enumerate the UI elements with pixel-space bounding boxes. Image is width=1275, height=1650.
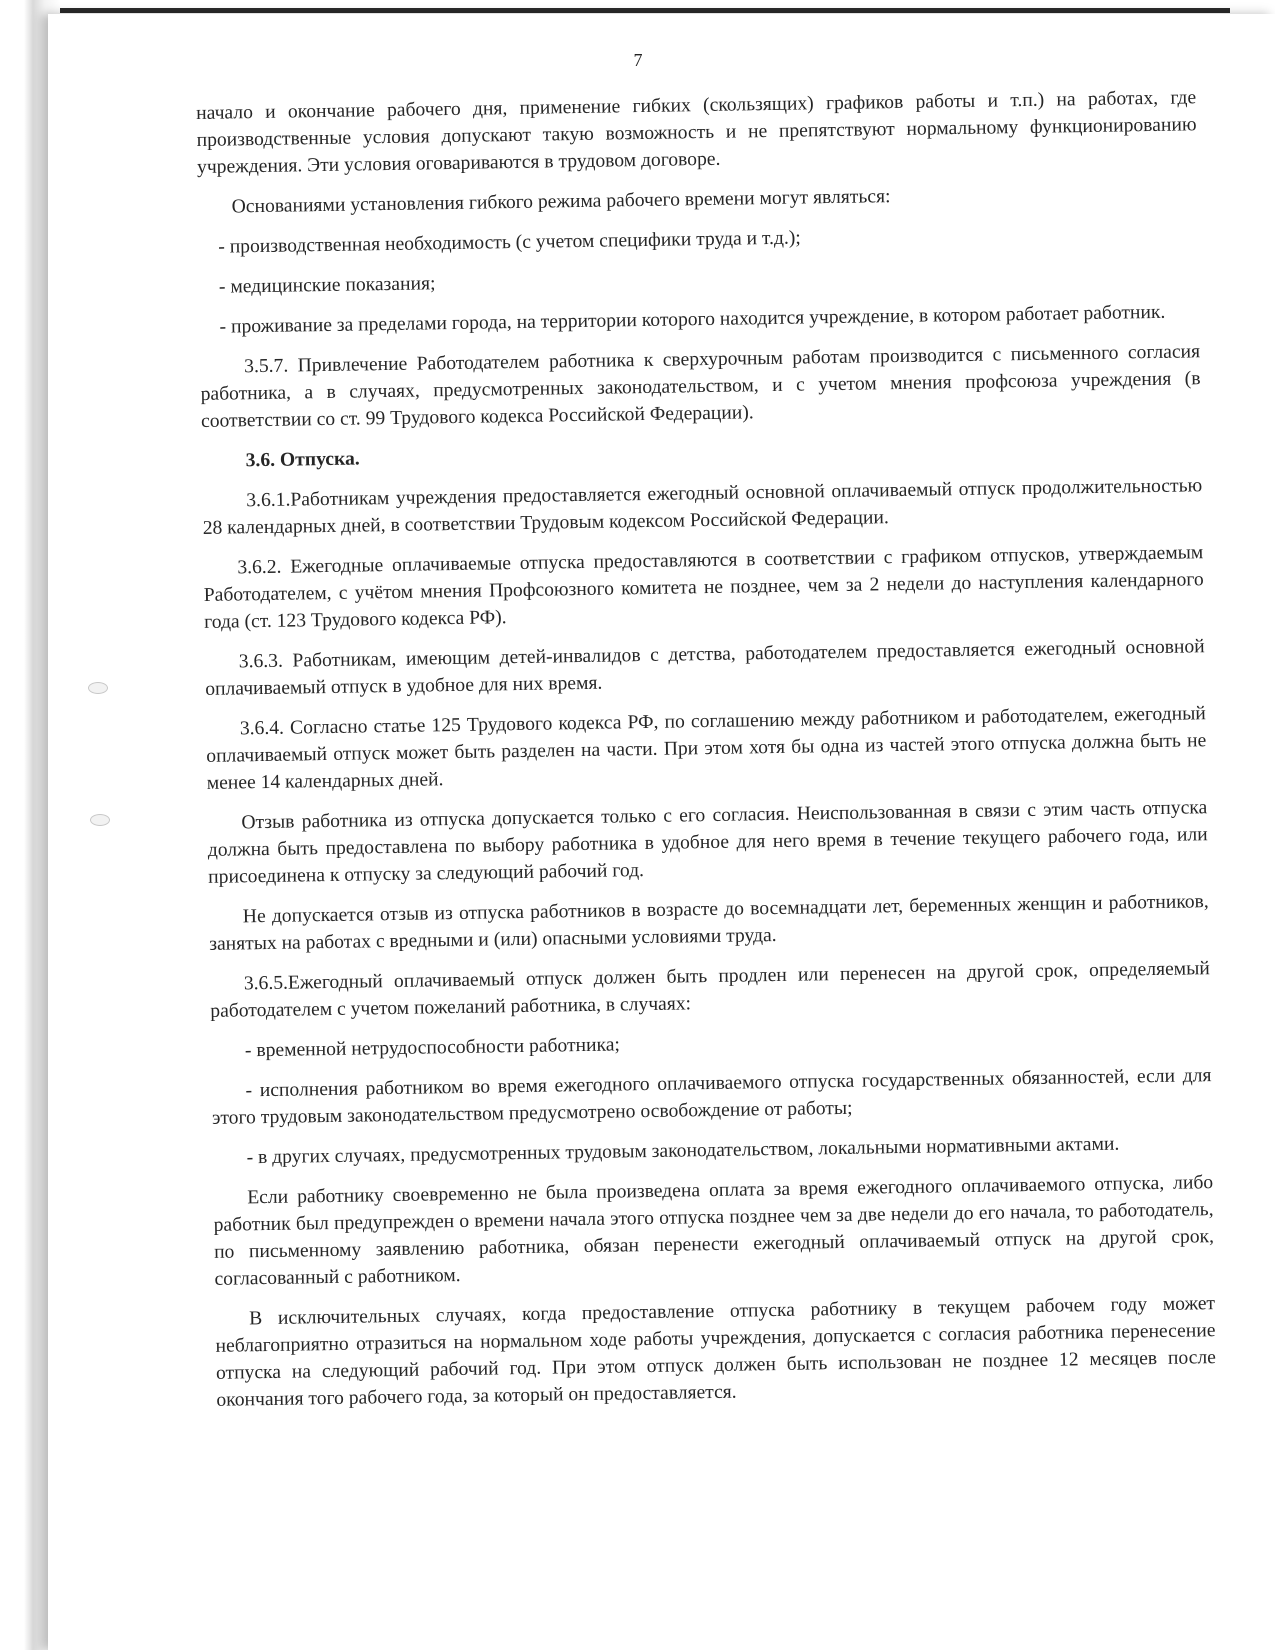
paragraph-recall-prohibited: Не допускается отзыв из отпуска работников в возрасте до восемнадцати лет, беременных женщин и работников, занятых на работах с вредными и (или) опасными условиями труда. [209,891,1209,955]
paragraph-exceptional-cases: В исключительных случаях, когда предоставление отпуска работнику в текущем рабочем году может неблагоприятно отразиться на нормальном ходе работы учреждения, допускается с согласия работника перенесение отпуска на следующий рабочий год. При этом отпуск должен быть использован не позднее 12 месяцев после окончания того рабочего года, за который он предоставляется. [215,1293,1217,1411]
clause-3-6-1: 3.6.1.Работникам учреждения предоставляется ежегодный основной оплачиваемый отпуск продолжительностью 28 календарных дней, в соответствии Трудовым кодексом Российской Федерации. [202,475,1203,539]
paragraph-flex-hours: начало и окончание рабочего дня, применение гибких (скользящих) графиков работы и т.п.) на работах, где производственные условия допускают такую возможность и не препятствуют нормальному функционированию учреждения. Эти условия оговариваются в трудовом договоре. [196,87,1197,178]
list-item-state-duties: - исполнения работником во время ежегодного оплачиваемого отпуска государственных обязанностей, если для этого трудовым законодательством предусмотрено освобождение от работы; [211,1065,1212,1129]
paragraph-grounds-intro: Основаниями установления гибкого режима рабочего времени могут являться: [231,186,891,218]
clause-3-5-7: 3.5.7. Привлечение Работодателем работника к сверхурочным работам производится с письменного согласия работника, а в случаях, предусмотренных законодательством, и с учетом мнения профсоюза учреждения (в соответствии со ст. 99 Трудового кодекса Российской Федерации). [200,341,1201,432]
paragraph-recall-consent: Отзыв работника из отпуска допускается только с его согласия. Неиспользованная в связи с этим часть отпуска должна быть предоставлена по выбору работника в удобное для него время в течение текущего рабочего года, или присоединена к отпуску за следующий рабочий год. [207,797,1208,888]
binding-hole-mark [90,814,110,826]
section-heading-vacations: 3.6. Отпуска. [245,448,360,472]
page-body-text [196,84,1217,1427]
list-item-other-cases: - в других случаях, предусмотренных трудовым законодательством, локальными нормативными актами. [246,1133,1120,1169]
list-item-disability: - временной нетрудоспособности работника; [244,1034,621,1062]
list-item-production-need: - производственная необходимость (с учетом специфики труда и т.д.); [218,227,801,258]
scan-top-edge-line [30,8,1230,13]
clause-3-6-5: 3.6.5.Ежегодный оплачиваемый отпуск должен быть продлен или перенесен на другой срок, определяемый работодателем с учетом пожеланий работника, в случаях: [210,958,1210,1022]
clause-3-6-3: 3.6.3. Работникам, имеющим детей-инвалидов с детства, работодателем предоставляется ежегодный основной оплачиваемый отпуск в удобное для них время. [205,636,1205,700]
paragraph-late-payment: Если работнику своевременно не была произведена оплата за время ежегодного оплачиваемого отпуска, либо работник был предупрежден о времени начала этого отпуска позднее чем за две недели до его начала, то работодатель, по письменному заявлению работника, обязан перенести ежегодный оплачиваемый отпуск на другой срок, согласованный с работником. [213,1172,1215,1290]
clause-3-6-2: 3.6.2. Ежегодные оплачиваемые отпуска предоставляются в соответствии с графиком отпусков, утверждаемым Работодателем, с учётом мнения Профсоюзного комитета не позднее, чем за 2 недели до наступления календарного года (ст. 123 Трудового кодекса РФ). [203,542,1204,633]
list-item-residence: - проживание за пределами города, на территории которого находится учреждение, в котором работает работник. [219,301,1166,338]
page-number: 7 [633,50,643,70]
list-item-medical: - медицинские показания; [218,273,436,298]
binding-hole-mark [88,682,108,694]
document-page [48,14,1275,1650]
clause-3-6-4: 3.6.4. Согласно статье 125 Трудового кодекса РФ, по соглашению между работником и работодателем, ежегодный оплачиваемый отпуск может быть разделен на части. При этом хотя бы одна из частей этого отпуска должна быть не менее 14 календарных дней. [206,703,1207,794]
